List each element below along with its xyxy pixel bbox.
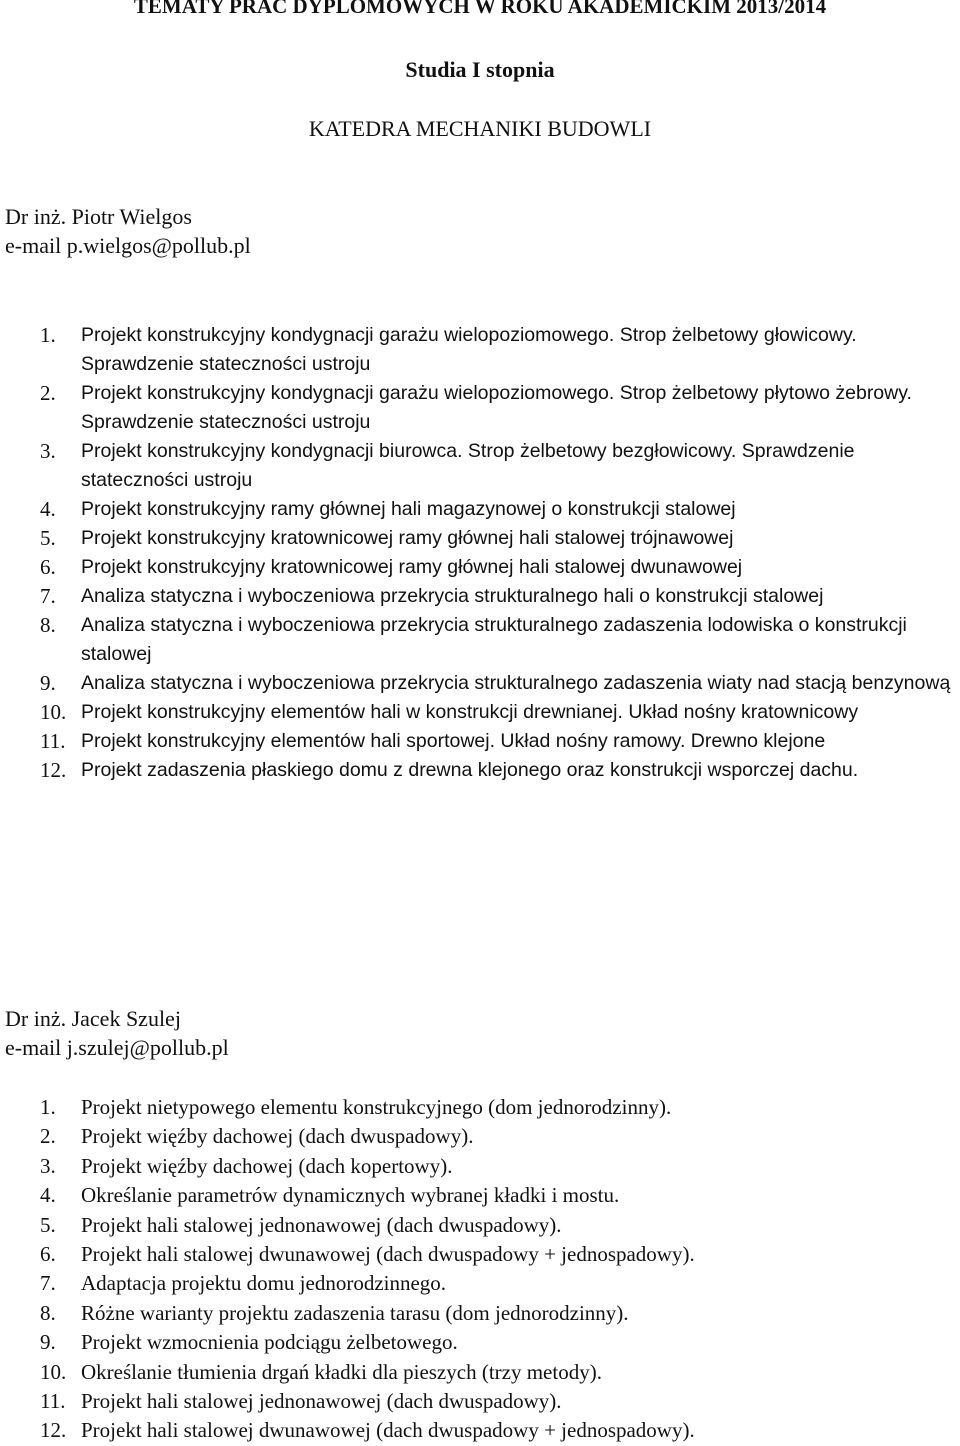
topic-text: Projekt więźby dachowej (dach kopertowy).: [81, 1153, 453, 1178]
document-title: TEMATY PRAC DYPLOMOWYCH W ROKU AKADEMICKIM 2013/2014: [133, 0, 827, 18]
topic-number: 4.: [40, 497, 56, 521]
topic-number: 2.: [40, 1124, 56, 1149]
topic-text: Adaptacja projektu domu jednorodzinnego.: [81, 1271, 447, 1296]
topic-text: Projekt konstrukcyjny kratownicowej ramy głównej hali stalowej dwunawowej: [81, 556, 743, 578]
topic-text: Projekt konstrukcyjny kondygnacji biurowca. Strop żelbetowy bezgłowicowy. Sprawdzenie stateczności ustroju: [81, 440, 855, 491]
topic-item: [0, 698, 960, 727]
supervisor-1-block: [5, 202, 251, 260]
topic-text: Projekt zadaszenia płaskiego domu z drewna klejonego oraz konstrukcji wsporczej dachu.: [81, 759, 859, 781]
topic-item: [0, 321, 960, 379]
topic-number: 5.: [40, 1212, 56, 1237]
supervisor-2-block: [5, 1004, 229, 1062]
topic-item: [0, 553, 960, 582]
topic-text: Projekt konstrukcyjny elementów hali sportowej. Układ nośny ramowy. Drewno klejone: [81, 730, 826, 752]
topic-number: 2.: [40, 381, 56, 405]
supervisor-2-email: e-mail j.szulej@pollub.pl: [5, 1035, 229, 1060]
topic-item: [0, 611, 960, 669]
topic-text: Projekt hali stalowej dwunawowej (dach dwuspadowy + jednospadowy).: [81, 1418, 695, 1443]
topic-item: [0, 1181, 960, 1210]
topic-item: [0, 1152, 960, 1181]
topic-text: Projekt hali stalowej dwunawowej (dach dwuspadowy + jednospadowy).: [81, 1242, 695, 1267]
topic-number: 9.: [40, 1330, 56, 1355]
topic-number: 7.: [40, 1271, 56, 1296]
supervisor-2-name: Dr inż. Jacek Szulej: [5, 1006, 181, 1031]
topic-text: Projekt hali stalowej jednonawowej (dach dwuspadowy).: [81, 1389, 562, 1414]
topic-number: 11.: [40, 729, 66, 753]
supervisor-1-email: e-mail p.wielgos@pollub.pl: [5, 233, 251, 258]
document-subtitle: Studia I stopnia: [405, 57, 555, 82]
topic-item: [0, 1358, 960, 1387]
supervisor-2-topic-list: [0, 1093, 960, 1446]
topic-item: [0, 1416, 960, 1445]
topic-text: Określanie parametrów dynamicznych wybranej kładki i mostu.: [81, 1183, 620, 1208]
topic-number: 10.: [40, 1359, 67, 1384]
topic-item: [0, 1328, 960, 1357]
topic-number: 6.: [40, 1242, 56, 1267]
supervisor-1-name: Dr inż. Piotr Wielgos: [5, 204, 192, 229]
topic-text: Projekt konstrukcyjny ramy głównej hali magazynowej o konstrukcji stalowej: [81, 498, 736, 520]
topic-item: [0, 1211, 960, 1240]
topic-item: [0, 727, 960, 756]
topic-item: [0, 1093, 960, 1122]
topic-text: Projekt konstrukcyjny kratownicowej ramy głównej hali stalowej trójnawowej: [81, 527, 734, 549]
topic-number: 3.: [40, 1153, 56, 1178]
department-heading: KATEDRA MECHANIKI BUDOWLI: [308, 116, 652, 141]
topic-item: [0, 1299, 960, 1328]
topic-text: Analiza statyczna i wyboczeniowa przekrycia strukturalnego hali o konstrukcji stalowej: [81, 585, 824, 607]
topic-text: Projekt konstrukcyjny kondygnacji garażu wielopoziomowego. Strop żelbetowy płytowo żebrowy. Sprawdzenie stateczności ustroju: [81, 382, 912, 433]
topic-text: Projekt konstrukcyjny elementów hali w konstrukcji drewnianej. Układ nośny kratownicowy: [81, 701, 859, 723]
topic-text: Różne warianty projektu zadaszenia tarasu (dom jednorodzinny).: [81, 1300, 629, 1325]
topic-item: [0, 582, 960, 611]
topic-text: Analiza statyczna i wyboczeniowa przekrycia strukturalnego zadaszenia wiaty nad stacją benzynową: [81, 672, 951, 694]
topic-item: [0, 1240, 960, 1269]
topic-number: 6.: [40, 555, 56, 579]
topic-item: [0, 1269, 960, 1298]
topic-number: 8.: [40, 613, 56, 637]
topic-item: [0, 756, 960, 785]
topic-item: [0, 379, 960, 437]
topic-number: 12.: [40, 1418, 67, 1443]
topic-number: 3.: [40, 439, 56, 463]
topic-item: [0, 495, 960, 524]
topic-item: [0, 524, 960, 553]
topic-text: Projekt konstrukcyjny kondygnacji garażu wielopoziomowego. Strop żelbetowy głowicowy. Sprawdzenie stateczności ustroju: [81, 324, 857, 375]
topic-number: 1.: [40, 323, 56, 347]
topic-number: 12.: [40, 758, 67, 782]
topic-number: 10.: [40, 700, 67, 724]
topic-text: Określanie tłumienia drgań kładki dla pieszych (trzy metody).: [81, 1359, 602, 1384]
topic-item: [0, 669, 960, 698]
topic-number: 11.: [40, 1389, 66, 1414]
topic-number: 4.: [40, 1183, 56, 1208]
topic-number: 8.: [40, 1300, 56, 1325]
topic-number: 5.: [40, 526, 56, 550]
topic-item: [0, 1122, 960, 1151]
topic-text: Projekt hali stalowej jednonawowej (dach dwuspadowy).: [81, 1212, 562, 1237]
topic-text: Projekt wzmocnienia podciągu żelbetowego.: [81, 1330, 458, 1355]
topic-number: 1.: [40, 1095, 56, 1119]
topic-item: [0, 437, 960, 495]
topic-item: [0, 1387, 960, 1416]
topic-text: Projekt więźby dachowej (dach dwuspadowy).: [81, 1124, 474, 1149]
supervisor-1-topic-list: [0, 321, 960, 785]
topic-text: Projekt nietypowego elementu konstrukcyjnego (dom jednorodzinny).: [81, 1095, 672, 1119]
topic-text: Analiza statyczna i wyboczeniowa przekrycia strukturalnego zadaszenia lodowiska o konstrukcji stalowej: [81, 614, 907, 665]
topic-number: 7.: [40, 584, 56, 608]
topic-number: 9.: [40, 671, 56, 695]
